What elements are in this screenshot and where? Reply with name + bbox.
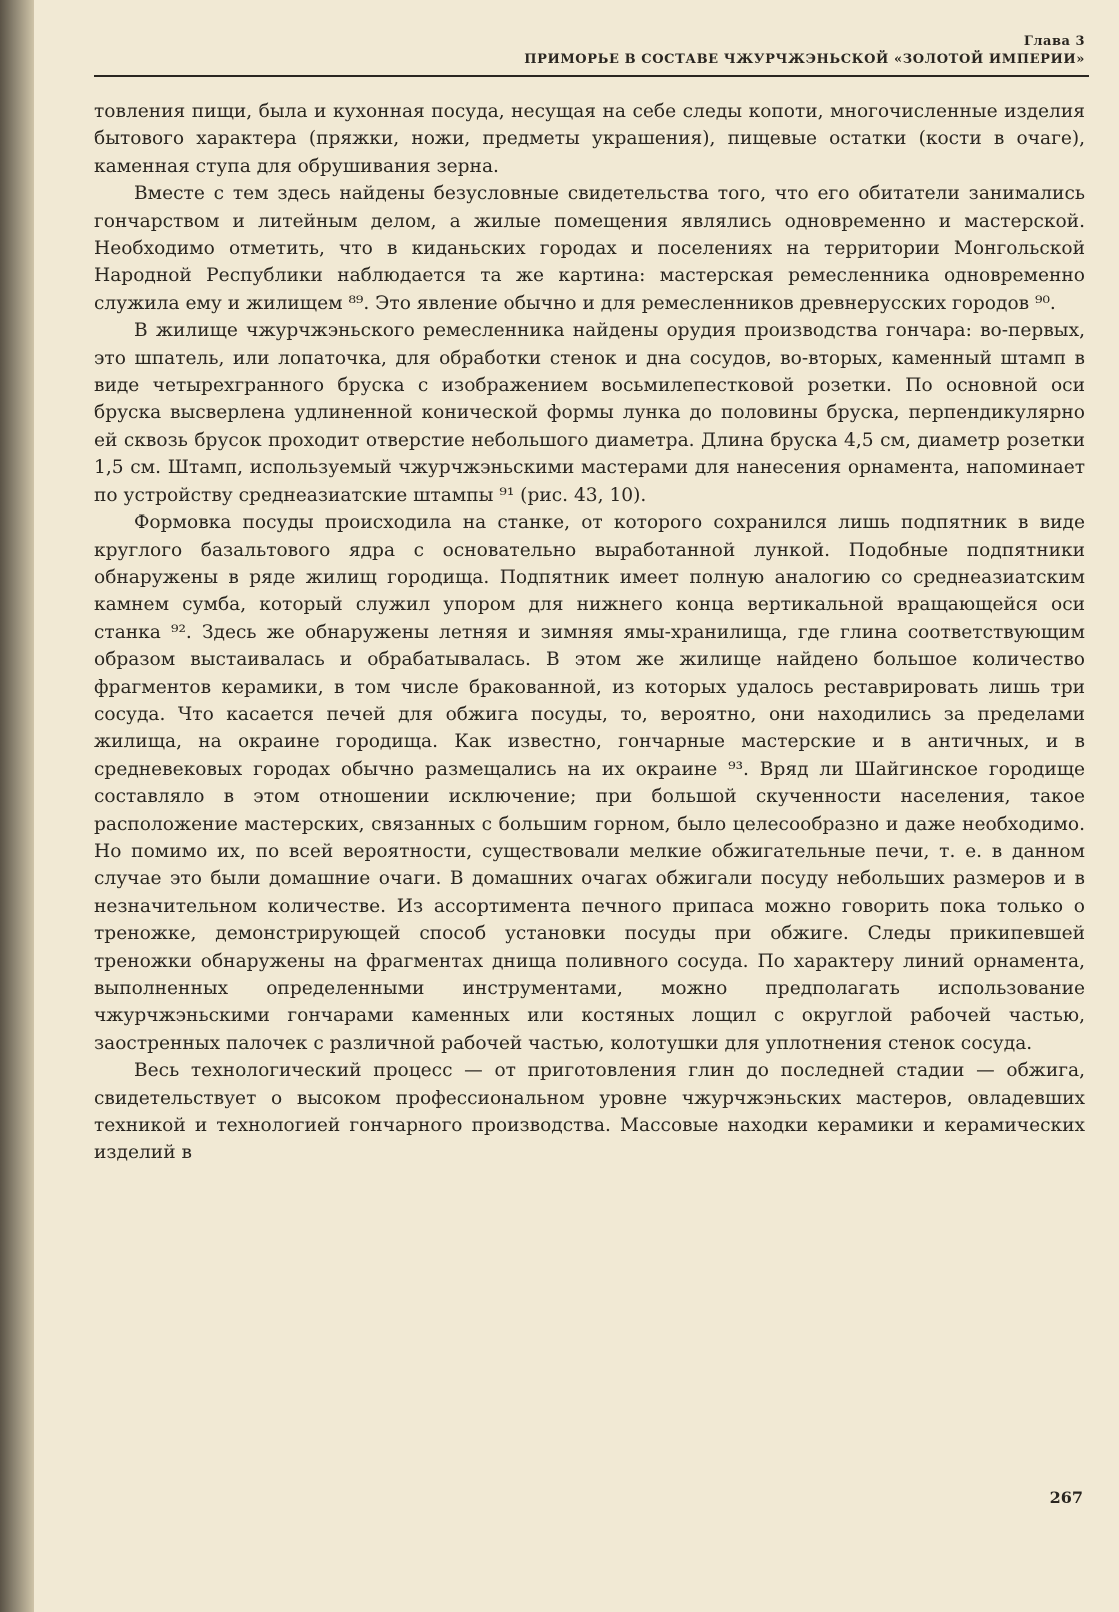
paragraph-continued: товления пищи, была и кухонная посуда, несущая на себе следы копоти, многочисленные изделия бытового характера (пряжки, ножи, предметы украшения), пищевые остатки (кости в очаге), каменная ступа для обрушивания зерна.: [94, 101, 1085, 177]
page-number: 267: [1049, 1488, 1083, 1507]
paragraph: Вместе с тем здесь найдены безусловные свидетельства того, что его обитатели занимались гончарством и литейным делом, а жилые помещения являлись одновременно и мастерской. Необходимо отметить, что в киданьских городах и поселениях на территории Монгольской Народной Республики наблюдается та же картина: мастерская ремесленника одновременно служила ему и жилищем ⁸⁹. Это явление обычно и для ремесленников древнерусских городов ⁹⁰.: [94, 183, 1085, 314]
body-text: [94, 98, 1085, 1167]
paragraph: В жилище чжурчжэньского ремесленника найдены орудия производства гончара: во-первых, это шпатель, или лопаточка, для обработки стенок и дна сосудов, во-вторых, каменный штамп в виде четырехгранного бруска с изображением восьмилепестковой розетки. По основной оси бруска высверлена удлиненной конической формы лунка до половины бруска, перпендикулярно ей сквозь брусок проходит отверстие небольшого диаметра. Длина бруска 4,5 см, диаметр розетки 1,5 см. Штамп, используемый чжурчжэньскими мастерами для нанесения орнамента, напоминает по устройству среднеазиатские штампы ⁹¹ (рис. 43, 10).: [94, 320, 1085, 506]
book-binding-shadow: [0, 0, 34, 1612]
paragraph: Весь технологический процесс — от приготовления глин до последней стадии — обжига, свидетельствует о высоком профессиональном уровне чжурчжэньских мастеров, овладевших техникой и технологией гончарного производства. Массовые находки керамики и керамических изделий в: [94, 1060, 1085, 1164]
paragraph: Формовка посуды происходила на станке, от которого сохранился лишь подпятник в виде круглого базальтового ядра с основательно выработанной лункой. Подобные подпятники обнаружены в ряде жилищ городища. Подпятник имеет полную аналогию со среднеазиатским камнем сумба, который служил упором для нижнего конца вертикальной вращающейся оси станка ⁹². Здесь же обнаружены летняя и зимняя ямы-хранилища, где глина соответствующим образом выстаивалась и обрабатывалась. В этом же жилище найдено большое количество фрагментов керамики, в том числе бракованной, из которых удалось реставрировать лишь три сосуда. Что касается печей для обжига посуды, то, вероятно, они находились за пределами жилища, на окраине городища. Как известно, гончарные мастерские и в античных, и в средневековых городах обычно размещались на их окраине ⁹³. Вряд ли Шайгинское городище составляло в этом отношении исключение; при большой скученности населения, такое расположение мастерских, связанных с большим горном, было целесообразно и даже необходимо. Но помимо их, по всей вероятности, существовали мелкие обжигательные печи, т. е. в данном случае это были домашние очаги. В домашних очагах обжигали посуду небольших размеров и в незначительном количестве. Из ассортимента печного припаса можно говорить пока только о треножке, демонстрирующей способ установки посуды при обжиге. Следы прикипевшей треножки обнаружены на фрагментах днища поливного сосуда. По характеру линий орнамента, выполненных определенными инструментами, можно предполагать использование чжурчжэньскими гончарами каменных или костяных лощил с округлой рабочей частью, заостренных палочек с различной рабочей частью, колотушки для уплотнения стенок сосуда.: [94, 512, 1085, 1054]
running-header-title: ПРИМОРЬЕ В СОСТАВЕ ЧЖУРЧЖЭНЬСКОЙ «ЗОЛОТОЙ ИМПЕРИИ»: [524, 52, 1085, 67]
running-header-chapter: Глава 3: [1023, 34, 1085, 49]
header-rule: [94, 75, 1089, 77]
